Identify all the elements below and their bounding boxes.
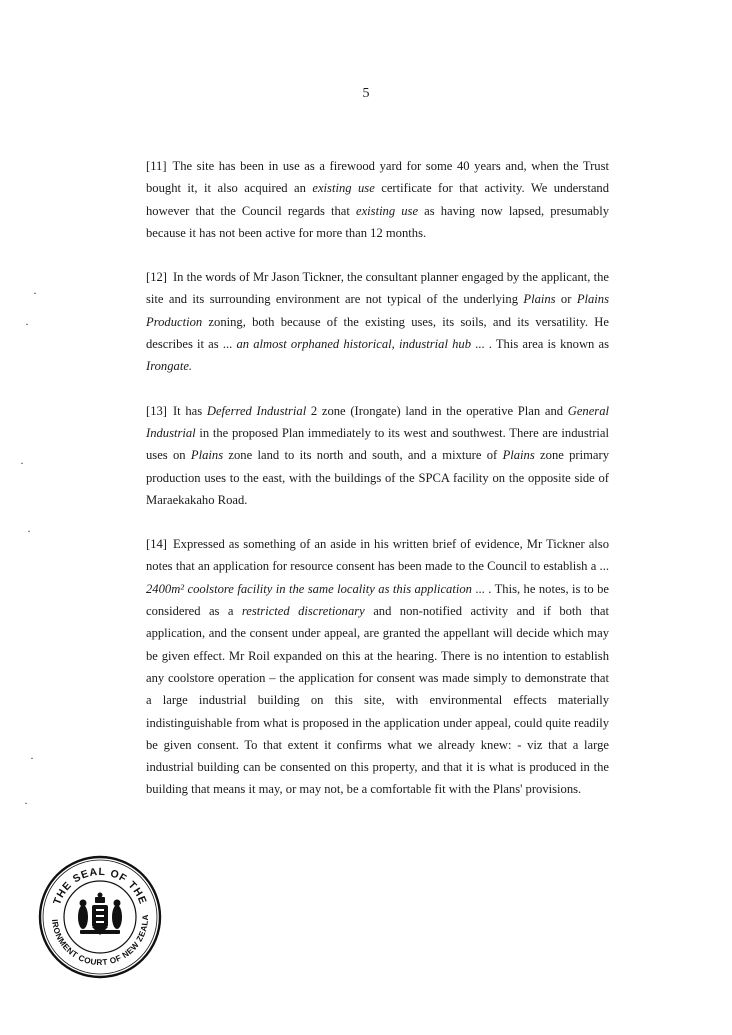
- italic-text: Plains: [523, 292, 556, 307]
- paragraph-text: 2 zone (Irongate) land in the operative Plan and: [306, 403, 568, 418]
- seal-text-top: THE SEAL OF THE: [51, 865, 149, 907]
- paragraph-text: and non-notified activity and if both that application, and the consent under appeal, are granted the appellant will decide which may be given effect. Mr Roil expanded on this at the hearing. There is no intention to establish any coolstore operation – the application for consent was made simply to demonstrate that a large industrial building on this site, with environmental effects materially indistinguishable from what is proposed in the application under appeal, could quite readily be given consent. To that extent it confirms what we already knew: - viz that a large industrial building can be consented on this property, and that it is what is produced in the building that means it may, or may not, be a comfortable fit with the Plans' provisions.: [146, 604, 610, 797]
- paragraph: [146, 266, 609, 377]
- paragraph-text: In the words of Mr Jason Tickner, the consultant planner engaged by the applicant, the site and its surrounding environment are not typical of the underlying: [146, 270, 609, 307]
- paragraph-text: ... . This, he notes, is to be considered as a: [146, 581, 609, 619]
- seal-emblem-icon: [38, 855, 162, 979]
- margin-mark: ·: [30, 751, 34, 765]
- italic-text: 2400m² coolstore facility in the same locality as this application: [146, 581, 472, 596]
- italic-text: Plains Production: [146, 292, 609, 329]
- italic-text: Irongate.: [146, 359, 193, 374]
- italic-text: Plains: [502, 448, 535, 463]
- margin-mark: ·: [24, 796, 28, 810]
- paragraph-text: It has: [172, 403, 207, 418]
- italic-text: existing use: [312, 181, 375, 196]
- italic-text: Deferred Industrial: [206, 403, 307, 418]
- court-seal: [38, 855, 162, 979]
- paragraph-text: certificate for that activity. We understand however that the Council regards that: [146, 181, 610, 218]
- margin-mark: ·: [25, 317, 29, 331]
- body-text: [146, 155, 609, 823]
- italic-text: restricted discretionary: [241, 604, 365, 619]
- paragraph-text: zoning, both because of the existing uses, its soils, and its versatility. He describes it as ...: [146, 314, 609, 352]
- paragraph-text: ... . This area is known as: [471, 337, 610, 352]
- paragraph: [146, 533, 609, 801]
- paragraph-text: or: [555, 292, 577, 307]
- margin-mark: ·: [33, 286, 37, 300]
- italic-text: an almost orphaned historical, industrial hub: [236, 337, 471, 352]
- paragraph-number: [13]: [146, 403, 167, 418]
- italic-text: General Industrial: [146, 403, 610, 440]
- paragraph-text: in the proposed Plan immediately to its west and southwest. There are industrial uses on: [146, 425, 609, 463]
- margin-mark: ·: [20, 456, 24, 470]
- paragraph-number: [11]: [146, 159, 167, 173]
- page-number: 5: [362, 86, 370, 101]
- paragraph-text: The site has been in use as a firewood yard for some 40 years and, when the Trust bought it, it also acquired an: [146, 159, 609, 196]
- italic-text: Plains: [190, 448, 224, 463]
- paragraph-text: Expressed as something of an aside in his written brief of evidence, Mr Tickner also notes that an application for resource consent has been made to the Council to establish a ...: [146, 537, 609, 574]
- paragraph-number: [12]: [146, 270, 167, 285]
- margin-mark: ·: [27, 524, 31, 538]
- paragraph-number: [14]: [146, 537, 167, 552]
- coat-of-arms-icon: [78, 893, 122, 936]
- paragraph: [146, 400, 609, 511]
- italic-text: existing use: [355, 203, 419, 218]
- paragraph-text: zone land to its north and south, and a mixture of: [223, 448, 503, 463]
- seal-text-bottom: IRONMENT COURT OF NEW ZEALA: [50, 914, 151, 968]
- paragraph: [146, 155, 609, 244]
- paragraph-text: zone primary production uses to the east, with the buildings of the SPCA facility on the opposite side of Maraekakaho Road.: [146, 448, 610, 507]
- paragraph-text: as having now lapsed, presumably because it has not been active for more than 12 months.: [146, 203, 610, 240]
